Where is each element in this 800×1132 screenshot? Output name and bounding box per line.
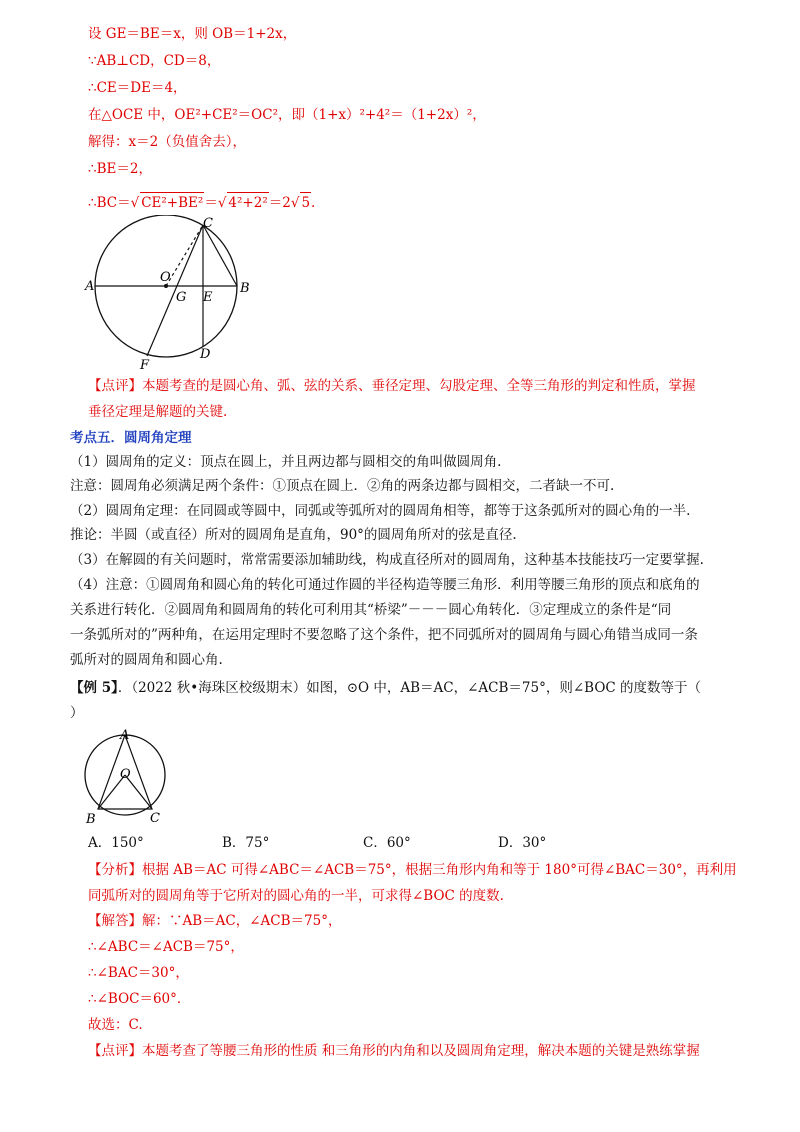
radicand-3: 5	[300, 192, 311, 213]
choice-d-letter: D．	[498, 835, 523, 851]
answer-line-1	[88, 911, 342, 931]
label-o: O	[160, 270, 171, 285]
comment2-text: 本题考查了等腰三角形的性质 和三角形的内角和以及圆周角定理，解决本题的关键是熟练掌握	[142, 1043, 700, 1059]
theory-line-7: 关系进行转化．②圆周角和圆周角的转化可利用其“桥梁”－－－圆心角转化．③定理成立的条件是“同	[70, 602, 672, 618]
bc-eq: ＝2	[268, 195, 291, 211]
label-f: F	[140, 358, 150, 373]
chord-bc	[203, 225, 237, 286]
analysis-text1: 根据 AB＝AC 可得∠ABC＝∠ACB＝75°，根据三角形内角和等于 180°可得∠BAC＝30°，再利用	[142, 862, 737, 878]
example5-tag: 【例 5】	[70, 680, 118, 696]
solution1-line-5: 解得：x＝2（负值舍去），	[88, 134, 246, 150]
solution1-line-6: ∴BE＝2，	[88, 161, 152, 177]
solution1-line-1: 设 GE＝BE＝x，则 OB＝1+2x，	[88, 26, 297, 42]
sqrt-1: √ CE²+BE²	[131, 192, 205, 213]
answer-text: 解：∵AB＝AC，∠ACB＝75°，	[142, 913, 342, 929]
example5-line-2: ）	[70, 705, 84, 721]
fig2-label-c: C	[150, 811, 160, 826]
label-g: G	[176, 290, 187, 305]
fig2-label-o: O	[120, 767, 131, 782]
choice-c-letter: C．	[363, 835, 387, 851]
comment1-tag: 【点评】	[88, 378, 142, 394]
solution1-bc-line	[88, 192, 315, 213]
theory-line-6: （4）注意：①圆周角和圆心角的转化可通过作圆的半径构造等腰三角形．利用等腰三角形的顶点和底角的	[70, 577, 700, 593]
circle-figure-1	[80, 215, 260, 375]
comment1-line-2: 垂径定理是解题的关键.	[88, 404, 228, 420]
theory-line-5: （3）在解圆的有关问题时，常常需要添加辅助线，构成直径所对的圆周角，这种基本技能技巧一定要掌握.	[70, 552, 704, 568]
sqrt-2: √ 4²+2²	[218, 192, 269, 213]
comment1-text1: 本题考查的是圆心角、弧、弦的关系、垂径定理、勾股定理、全等三角形的判定和性质，掌握	[142, 378, 696, 394]
theory-line-9: 弧所对的圆周角和圆心角.	[70, 652, 223, 668]
label-c: C	[203, 216, 213, 231]
chord-cf	[147, 225, 203, 356]
comment2-line-1	[88, 1041, 700, 1061]
choice-a	[88, 833, 144, 853]
example5-text: ．（2022 秋•海珠区校级期末）如图，⊙O 中，AB＝AC，∠ACB＝75°，则∠BOC 的度数等于（	[117, 680, 702, 696]
comment2-tag: 【点评】	[88, 1043, 142, 1059]
theory-line-4: 推论：半圆（或直径）所对的圆周角是直角，90°的圆周角所对的弦是直径.	[70, 527, 517, 543]
analysis-line-1	[88, 860, 737, 880]
example5-line-1	[70, 678, 701, 698]
solution1-line-4: 在△OCE 中，OE²+CE²＝OC²，即（1+x）²+4²＝（1+2x）²，	[88, 107, 486, 123]
choice-a-letter: A．	[88, 835, 112, 851]
bc-prefix: ∴BC＝	[88, 195, 131, 211]
theory-line-3: （2）圆周角定理：在同圆或等圆中，同弧或等弧所对的圆周角相等，都等于这条弧所对的圆心角的一半.	[70, 503, 691, 519]
choice-b-letter: B．	[222, 835, 246, 851]
circle-figure-2	[80, 725, 180, 827]
analysis-tag: 【分析】	[88, 862, 142, 878]
fig2-label-a: A	[120, 728, 130, 743]
theory-line-2: 注意：圆周角必须满足两个条件：①顶点在圆上．②角的两条边都与圆相交，二者缺一不可.	[70, 478, 615, 494]
solution1-line-2: ∵AB⊥CD，CD＝8，	[88, 53, 221, 69]
sqrt-3: √ 5	[291, 192, 311, 213]
answer-line-2: ∴∠ABC＝∠ACB＝75°，	[88, 939, 244, 955]
theory-line-8: 一条弧所对的”两种角，在运用定理时不要忽略了这个条件，把不同弧所对的圆周角与圆心角错当成同一条	[70, 627, 698, 643]
radius-oc	[166, 225, 203, 286]
radicand-2: 4²+2²	[227, 192, 268, 213]
label-b: B	[240, 281, 250, 296]
choice-b	[222, 833, 269, 853]
comment1-line-1	[88, 376, 696, 396]
section-title: 考点五．圆周角定理	[70, 430, 192, 446]
analysis-line-2: 同弧所对的圆周角等于它所对的圆心角的一半，可求得∠BOC 的度数.	[88, 888, 504, 904]
bc-end: .	[311, 195, 316, 211]
choice-b-value: 75°	[245, 835, 270, 851]
answer-line-5: 故选：C.	[88, 1017, 143, 1033]
choice-c	[363, 833, 411, 853]
bc-mid: ＝	[204, 195, 218, 211]
radicand-1: CE²+BE²	[140, 192, 204, 213]
label-e: E	[203, 290, 213, 305]
label-d: D	[200, 347, 211, 362]
answer-tag: 【解答】	[88, 913, 142, 929]
label-a: A	[85, 279, 95, 294]
fig2-label-b: B	[86, 812, 96, 827]
choice-d	[498, 833, 546, 853]
answer-line-3: ∴∠BAC＝30°，	[88, 965, 189, 981]
choice-d-value: 30°	[522, 835, 547, 851]
choice-a-value: 150°	[111, 835, 144, 851]
answer-line-4: ∴∠BOC＝60°．	[88, 991, 191, 1007]
solution1-line-3: ∴CE＝DE＝4，	[88, 80, 187, 96]
theory-line-1: （1）圆周角的定义：顶点在圆上，并且两边都与圆相交的角叫做圆周角.	[70, 454, 502, 470]
choice-c-value: 60°	[386, 835, 411, 851]
